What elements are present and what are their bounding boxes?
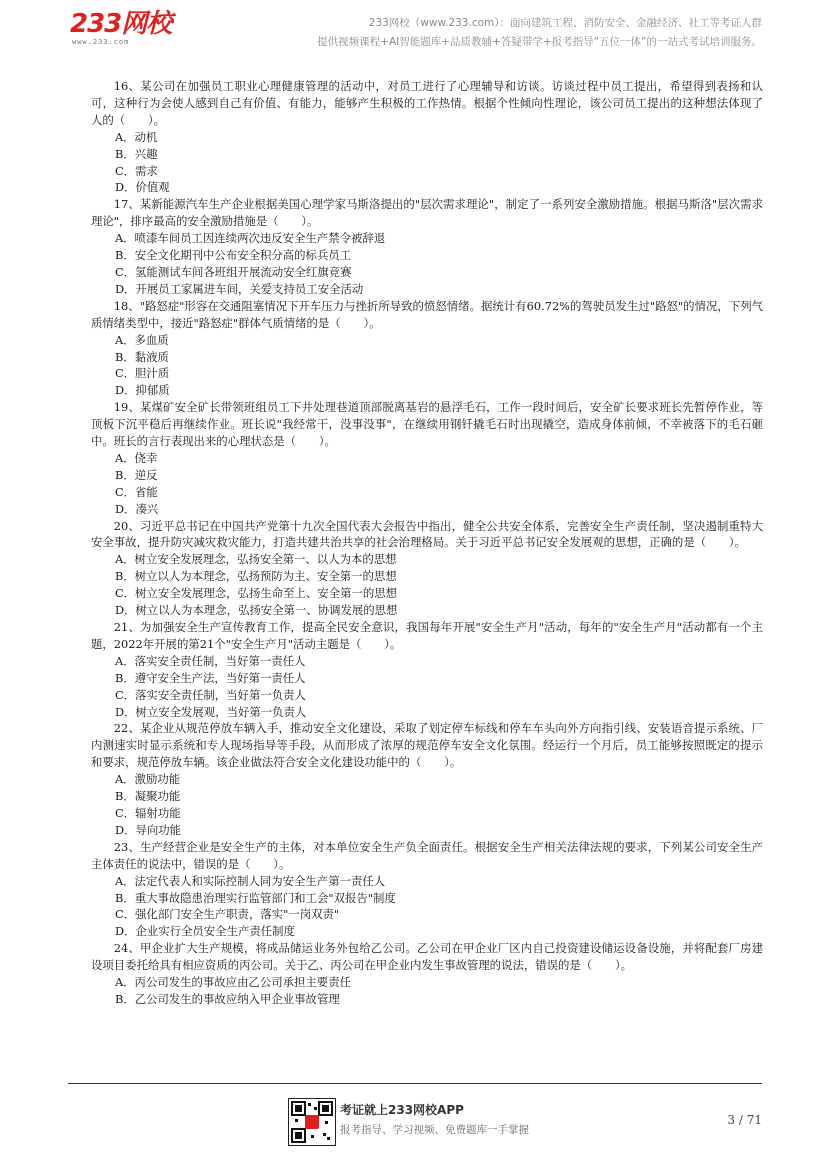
qr-dot xyxy=(323,1133,326,1136)
question-stem: 17、某新能源汽车生产企业根据美国心理学家马斯洛提出的"层次需求理论"，制定了一系列安全激励措施。根据马斯洛"层次需求理论"，排序最高的安全激励措施是（ ）。 xyxy=(91,197,763,229)
question-stem: 24、甲企业扩大生产规模，将成品储运业务外包给乙公司。乙公司在甲企业厂区内自己投资建设储运设备设施，并将配套厂房建设项目委托给具有相应资质的丙公司。关于乙、丙公司在甲企业内发生事故管理的说法，错误的是（ ）。 xyxy=(91,941,763,973)
qr-finder xyxy=(318,1101,333,1116)
question-stem: 19、某煤矿安全矿长带领班组员工下井处理巷道顶部脱离基岩的悬浮毛石，工作一段时间后，安全矿长要求班长先暂停作业，等顶板下沉平稳后再继续作业。班长说"我经常干，没事没事"，在继续用钢钎撬毛石时出现撬空，造成身体前倾，不幸被落下的毛石砸中。班长的言行表现出来的心理状态是（ ）。 xyxy=(91,400,763,449)
qr-code-icon[interactable] xyxy=(288,1098,336,1146)
answer-option[interactable]: B．凝聚功能 xyxy=(114,789,181,804)
answer-option[interactable]: C．树立安全发展理念，弘扬生命至上、安全第一的思想 xyxy=(114,586,398,601)
logo-url: www.233.com xyxy=(72,38,130,46)
answer-option[interactable]: C．氢能测试车间各班组开展流动安全红旗竞赛 xyxy=(114,264,352,279)
answer-option[interactable]: A．丙公司发生的事故应由乙公司承担主要责任 xyxy=(114,975,351,990)
answer-option[interactable]: A．动机 xyxy=(114,129,158,144)
question-stem: 16、某公司在加强员工职业心理健康管理的活动中，对员工进行了心理辅导和访谈。访谈过程中员工提出，希望得到表扬和认可，这种行为会使人感到自己有价值、有能力，能够产生积极的工作热情。根据个性倾向性理论，该公司员工提出的这种想法体现了人的（ ）。 xyxy=(91,79,763,127)
answer-option[interactable]: B．树立以人为本理念，弘扬预防为主、安全第一的思想 xyxy=(114,569,397,584)
answer-option[interactable]: D．树立以人为本理念，弘扬安全第一、协调发展的思想 xyxy=(114,603,398,618)
qr-dot xyxy=(325,1121,328,1124)
qr-dot xyxy=(295,1119,298,1122)
answer-option[interactable]: A．多血质 xyxy=(114,332,169,347)
qr-finder xyxy=(291,1101,306,1116)
footer-app-subtitle: 报考指导、学习视频、免费题库一手掌握 xyxy=(340,1124,529,1136)
question-stem: 20、习近平总书记在中国共产党第十九次全国代表大会报告中指出，健全公共安全体系，完善安全生产责任制，坚决遏制重特大安全事故，提升防灾减灾救灾能力，打造共建共治共享的社会治理格局。关于习近平总书记安全发展观的思想，正确的是（ ）。 xyxy=(91,518,763,550)
answer-option[interactable]: D．凑兴 xyxy=(114,501,159,516)
answer-option[interactable]: B．安全文化期刊中公布安全积分高的标兵员工 xyxy=(114,248,352,263)
brand-logo[interactable] xyxy=(70,10,171,46)
question-stem: 23、生产经营企业是安全生产的主体，对本单位安全生产负全面责任。根据安全生产相关法律法规的要求，下列某公司安全生产主体责任的说法中，错误的是（ ）。 xyxy=(91,839,763,871)
answer-option[interactable]: A．侥幸 xyxy=(114,450,158,465)
qr-finder xyxy=(291,1128,306,1143)
qr-brand-mark xyxy=(305,1115,319,1129)
footer-divider xyxy=(68,1083,762,1084)
answer-option[interactable]: A．树立安全发展理念，弘扬安全第一、以人为本的思想 xyxy=(114,552,397,567)
answer-option[interactable]: C．需求 xyxy=(114,163,158,178)
footer-app-title[interactable]: 考证就上233网校APP xyxy=(340,1103,464,1117)
answer-option[interactable]: B．逆反 xyxy=(114,467,158,482)
answer-option[interactable]: A．激励功能 xyxy=(114,772,181,787)
answer-option[interactable]: A．喷漆车间员工因连续两次违反安全生产禁令被辞退 xyxy=(114,231,386,246)
answer-option[interactable]: C．强化部门安全生产职责，落实"一岗双责" xyxy=(114,907,340,922)
question-list xyxy=(91,78,763,1008)
answer-option[interactable]: C．胆汁质 xyxy=(114,366,170,381)
answer-option[interactable]: C．辐射功能 xyxy=(114,805,181,820)
answer-option[interactable]: D．抑郁质 xyxy=(114,383,170,398)
page-number: 3 / 71 xyxy=(727,1113,762,1127)
answer-option[interactable]: A．落实安全责任制，当好第一责任人 xyxy=(114,653,306,668)
page-header xyxy=(0,0,830,62)
answer-option[interactable]: A．法定代表人和实际控制人同为安全生产第一责任人 xyxy=(114,873,386,888)
answer-option[interactable]: B．兴趣 xyxy=(114,146,158,161)
answer-option[interactable]: D．价值观 xyxy=(114,180,170,195)
qr-dot xyxy=(327,1137,330,1140)
answer-option[interactable]: C．落实安全责任制，当好第一负责人 xyxy=(114,687,306,702)
answer-option[interactable]: B．遵守安全生产法，当好第一责任人 xyxy=(114,670,306,685)
answer-option[interactable]: D．企业实行全员安全生产责任制度 xyxy=(114,924,295,939)
qr-dot xyxy=(314,1107,317,1110)
qr-dot xyxy=(308,1103,311,1106)
answer-option[interactable]: B．乙公司发生的事故应纳入甲企业事故管理 xyxy=(114,991,340,1006)
logo-text: 233网校 xyxy=(70,9,172,39)
answer-option[interactable]: D．导向功能 xyxy=(114,822,182,837)
answer-option[interactable]: D．开展员工家属进车间，关爱支持员工安全活动 xyxy=(114,281,364,296)
question-stem: 18、"路怒症"形容在交通阻塞情况下开车压力与挫折所导致的愤怒情绪。据统计有60.72%的驾驶员发生过"路怒"的情况，下列气质情绪类型中，接近"路怒症"群体气质情绪的是（ ）。 xyxy=(91,298,763,330)
answer-option[interactable]: B．黏液质 xyxy=(114,349,169,364)
question-stem: 21、为加强安全生产宣传教育工作，提高全民安全意识，我国每年开展"安全生产月"活动，每年的"安全生产月"活动都有一个主题，2022年开展的第21个"安全生产月"活动主题是（ ）。 xyxy=(91,620,763,651)
header-line-1: 233网校（www.233.com）：面向建筑工程、消防安全、金融经济、社工等考证人群 xyxy=(368,17,762,29)
question-stem: 22、某企业从规范停放车辆入手，推动安全文化建设，采取了划定停车标线和停车车头向外方向指引线、安装语音提示系统、厂内测速实时显示系统和专人现场指导等手段，从而形成了浓厚的规范停车安全文化氛围。经运行一个月后，员工能够按照既定的提示和要求，规范停放车辆。该企业做法符合安全文化建设功能中的（ ）。 xyxy=(91,721,763,770)
header-line-2: 提供视频课程+AI智能题库+品质教辅+答疑带学+报考指导“五位一体”的一站式考试培训服务。 xyxy=(317,36,762,48)
answer-option[interactable]: C．省能 xyxy=(114,484,158,499)
header-tagline xyxy=(317,14,762,52)
answer-option[interactable]: D．树立安全发展观，当好第一负责人 xyxy=(114,704,307,719)
answer-option[interactable]: B．重大事故隐患治理实行监管部门和工会"双报告"制度 xyxy=(114,890,396,905)
qr-dot xyxy=(311,1135,314,1138)
